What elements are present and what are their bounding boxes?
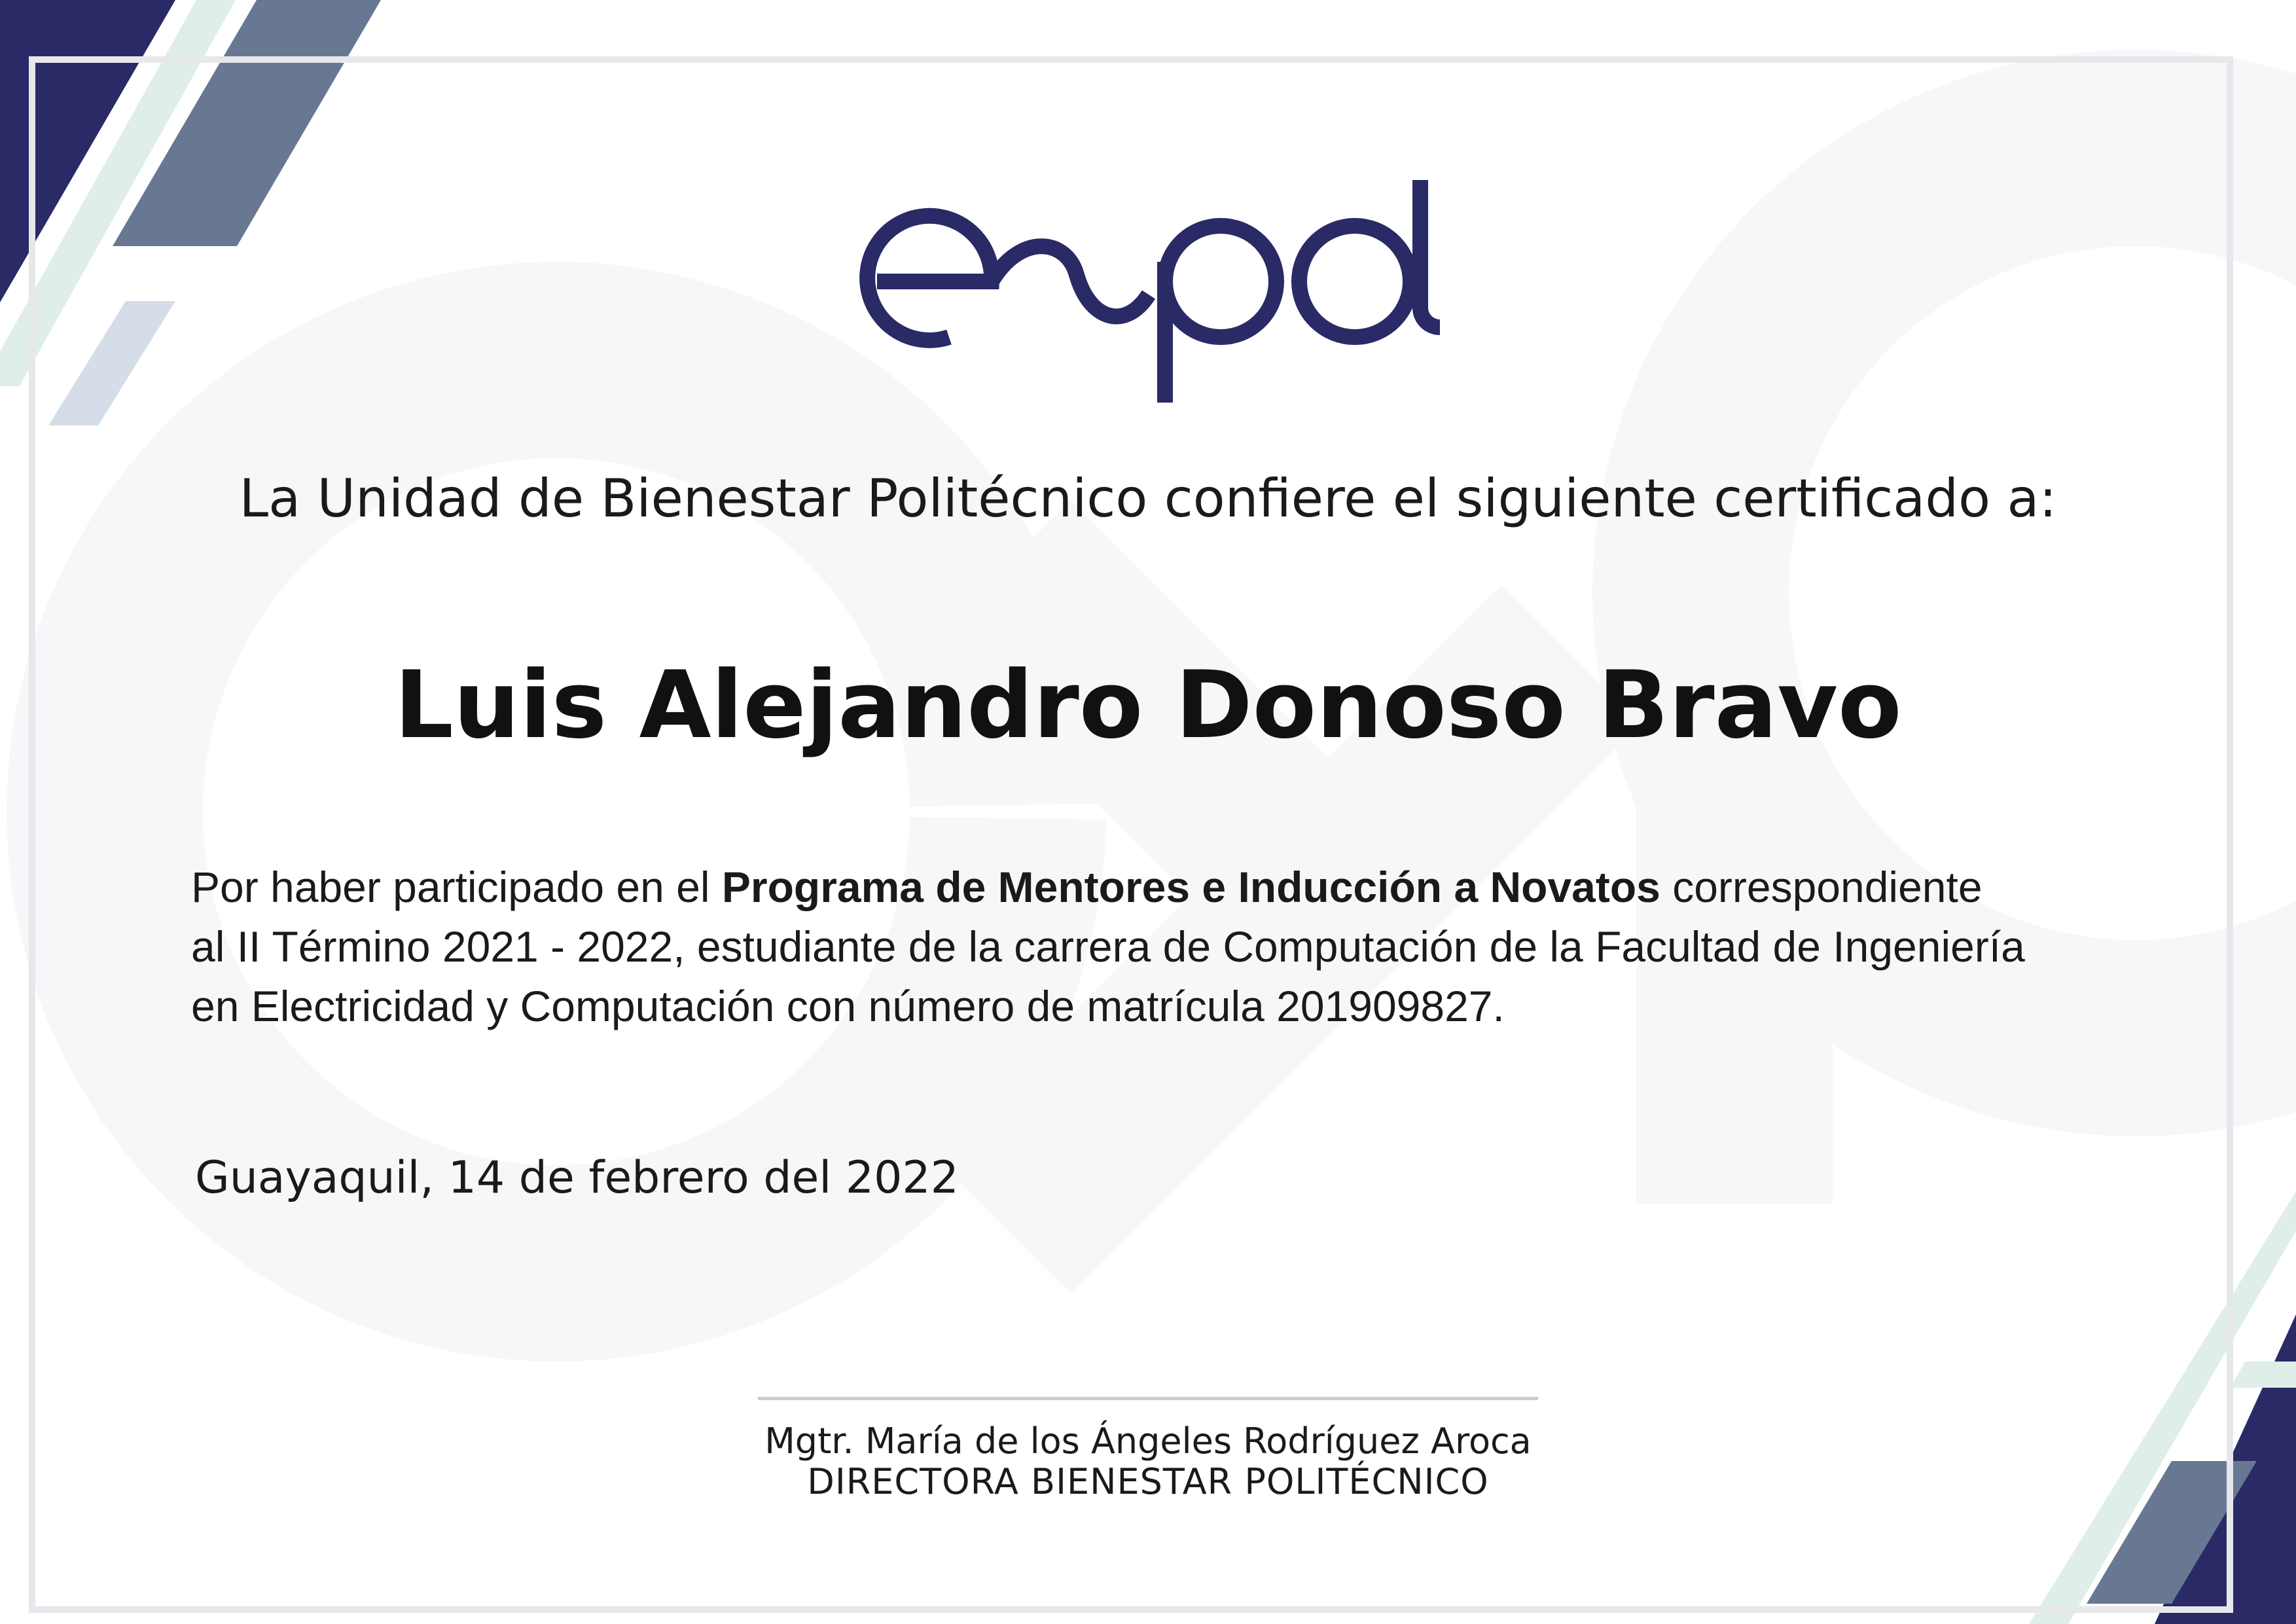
place-and-date: Guayaquil, 14 de febrero del 2022 <box>195 1152 959 1204</box>
program-name: Programa de Mentores e Inducción a Novatos <box>721 863 1660 911</box>
signature-line <box>758 1397 1538 1400</box>
espol-logo <box>851 167 1440 409</box>
signatory-title: DIRECTORA BIENESTAR POLITÉCNICO <box>807 1461 1489 1502</box>
certificate-subtitle: La Unidad de Bienestar Politécnico confiere el siguiente certificado a: <box>239 468 2057 529</box>
body-line-1-start: Por haber participado en el <box>191 863 722 911</box>
mint-tab-br <box>2231 1362 2296 1388</box>
certificate-body <box>191 857 2128 1036</box>
signatory-name: Mgtr. María de los Ángeles Rodríguez Aroca <box>764 1420 1532 1462</box>
body-line-1 <box>191 857 2128 917</box>
body-line-1-end: correspondiente <box>1660 863 1982 911</box>
body-line-2: al II Término 2021 - 2022, estudiante de la carrera de Computación de la Facultad de Ingeniería <box>191 922 2025 971</box>
recipient-name: Luis Alejandro Donoso Bravo <box>394 651 1902 759</box>
body-line-3: en Electricidad y Computación con número de matrícula 201909827. <box>191 982 1505 1030</box>
